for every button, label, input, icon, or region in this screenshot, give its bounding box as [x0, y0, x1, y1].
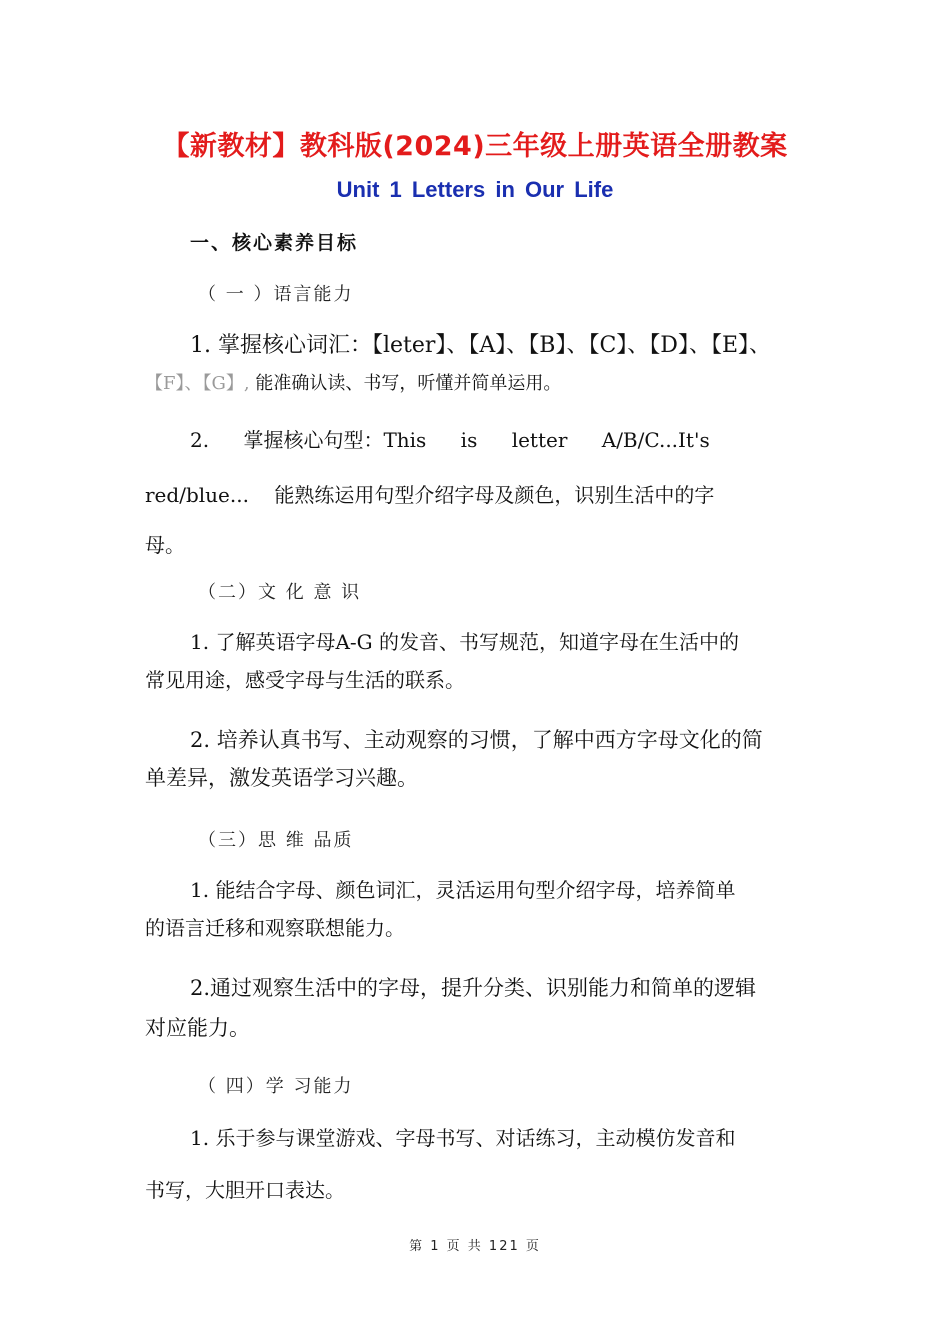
paragraph-2-line-1: 2. 掌握核心句型：This is letter A/B/C...It's — [190, 428, 710, 452]
paragraph-1-line-2 — [145, 366, 561, 402]
paragraph-7-line-2: 书写，大胆开口表达。 — [145, 1178, 345, 1202]
paragraph-1-line-1: 1. 掌握核心词汇：【leter】、【A】、【B】、【C】、【D】、【E】、 — [190, 333, 772, 358]
document-title: 【新教材】教科版(2024)三年级上册英语全册教案 — [162, 131, 788, 162]
subheading-language-ability: （ 一 ）语言能力 — [198, 284, 354, 305]
paragraph-5-line-2: 的语言迁移和观察联想能力。 — [145, 916, 405, 940]
paragraph-2-line-2: red/blue... 能熟练运用句型介绍字母及颜色，识别生活中的字 — [145, 483, 715, 507]
paragraph-1-line-2-rest: 能准确认读、书写，听懂并简单运用。 — [249, 373, 562, 394]
paragraph-4-line-2: 单差异，激发英语学习兴趣。 — [145, 766, 418, 790]
paragraph-6-line-1: 2.通过观察生活中的字母，提升分类、识别能力和简单的逻辑 — [190, 976, 757, 1000]
paragraph-2-line-3: 母。 — [145, 533, 185, 557]
grey-letters: 【F】、【G】, — [145, 373, 250, 394]
page-number-footer: 第 1 页 共 121 页 — [409, 1239, 541, 1254]
paragraph-6-line-2: 对应能力。 — [145, 1016, 250, 1040]
paragraph-7-line-1: 1. 乐于参与课堂游戏、字母书写、对话练习，主动模仿发音和 — [190, 1126, 736, 1150]
subheading-learning-ability: （ 四）学 习能力 — [198, 1076, 354, 1097]
subheading-cultural-awareness: （二）文 化 意 识 — [198, 582, 362, 603]
paragraph-4-line-1: 2. 培养认真书写、主动观察的习惯，了解中西方字母文化的简 — [190, 728, 763, 752]
unit-subtitle: Unit 1 Letters in Our Life — [336, 177, 614, 202]
paragraph-5-line-1: 1. 能结合字母、颜色词汇，灵活运用句型介绍字母，培养简单 — [190, 878, 736, 902]
subheading-thinking-quality: （三）思 维 品质 — [198, 830, 354, 851]
section-heading-core-goals: 一、核心素养目标 — [190, 232, 359, 254]
paragraph-3-line-2: 常见用途，感受字母与生活的联系。 — [145, 668, 465, 692]
paragraph-3-line-1: 1. 了解英语字母A-G 的发音、书写规范，知道字母在生活中的 — [190, 630, 739, 654]
